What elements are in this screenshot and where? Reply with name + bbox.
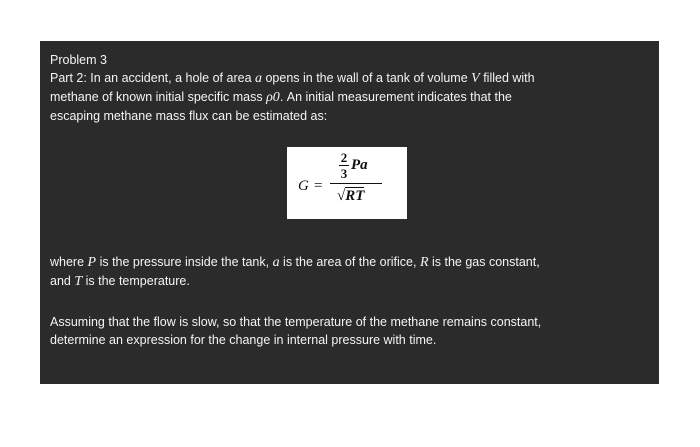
- part-line-3: escaping methane mass flux can be estimated as:: [50, 109, 328, 123]
- equation-lhs: G: [298, 178, 309, 194]
- coefficient-numerator: 2: [340, 150, 348, 165]
- var-a: a: [255, 71, 262, 86]
- problem-heading: Problem 3: [50, 53, 107, 67]
- part-line-1: Part 2: In an accident, a hole of area a opens in the wall of a tank of volume V filled with: [50, 71, 535, 86]
- where-line-2: and T is the temperature.: [50, 274, 190, 289]
- equation-coefficient: [339, 151, 349, 180]
- assume-line-1: Assuming that the flow is slow, so that the temperature of the methane remains constant,: [50, 315, 542, 329]
- where-paragraph: [50, 253, 648, 291]
- equation-equals: =: [314, 178, 323, 194]
- var-rho0: ρ0: [266, 90, 280, 105]
- part-line-2: methane of known initial specific mass ρ0. An initial measurement indicates that the: [50, 90, 512, 105]
- coefficient-denominator: 3: [340, 166, 348, 181]
- var-V: V: [471, 71, 480, 86]
- equation-numerator: Pa: [351, 157, 368, 173]
- problem-panel: [40, 41, 659, 384]
- sqrt-radicand: RT: [345, 188, 365, 204]
- var-T: T: [74, 274, 83, 289]
- var-R: R: [419, 255, 429, 270]
- var-a: a: [272, 255, 280, 270]
- var-P: P: [87, 255, 97, 270]
- equation-denominator: [337, 187, 364, 205]
- assume-line-2: determine an expression for the change in internal pressure with time.: [50, 333, 437, 347]
- part-2-paragraph: [50, 69, 649, 125]
- equation-box: [287, 147, 407, 219]
- where-line-1: where P is the pressure inside the tank, a is the area of the orifice, R is the gas constant,: [50, 255, 540, 270]
- assumption-paragraph: [50, 313, 648, 349]
- equation-fraction-bar: [330, 183, 382, 184]
- sqrt-symbol: √: [337, 188, 346, 204]
